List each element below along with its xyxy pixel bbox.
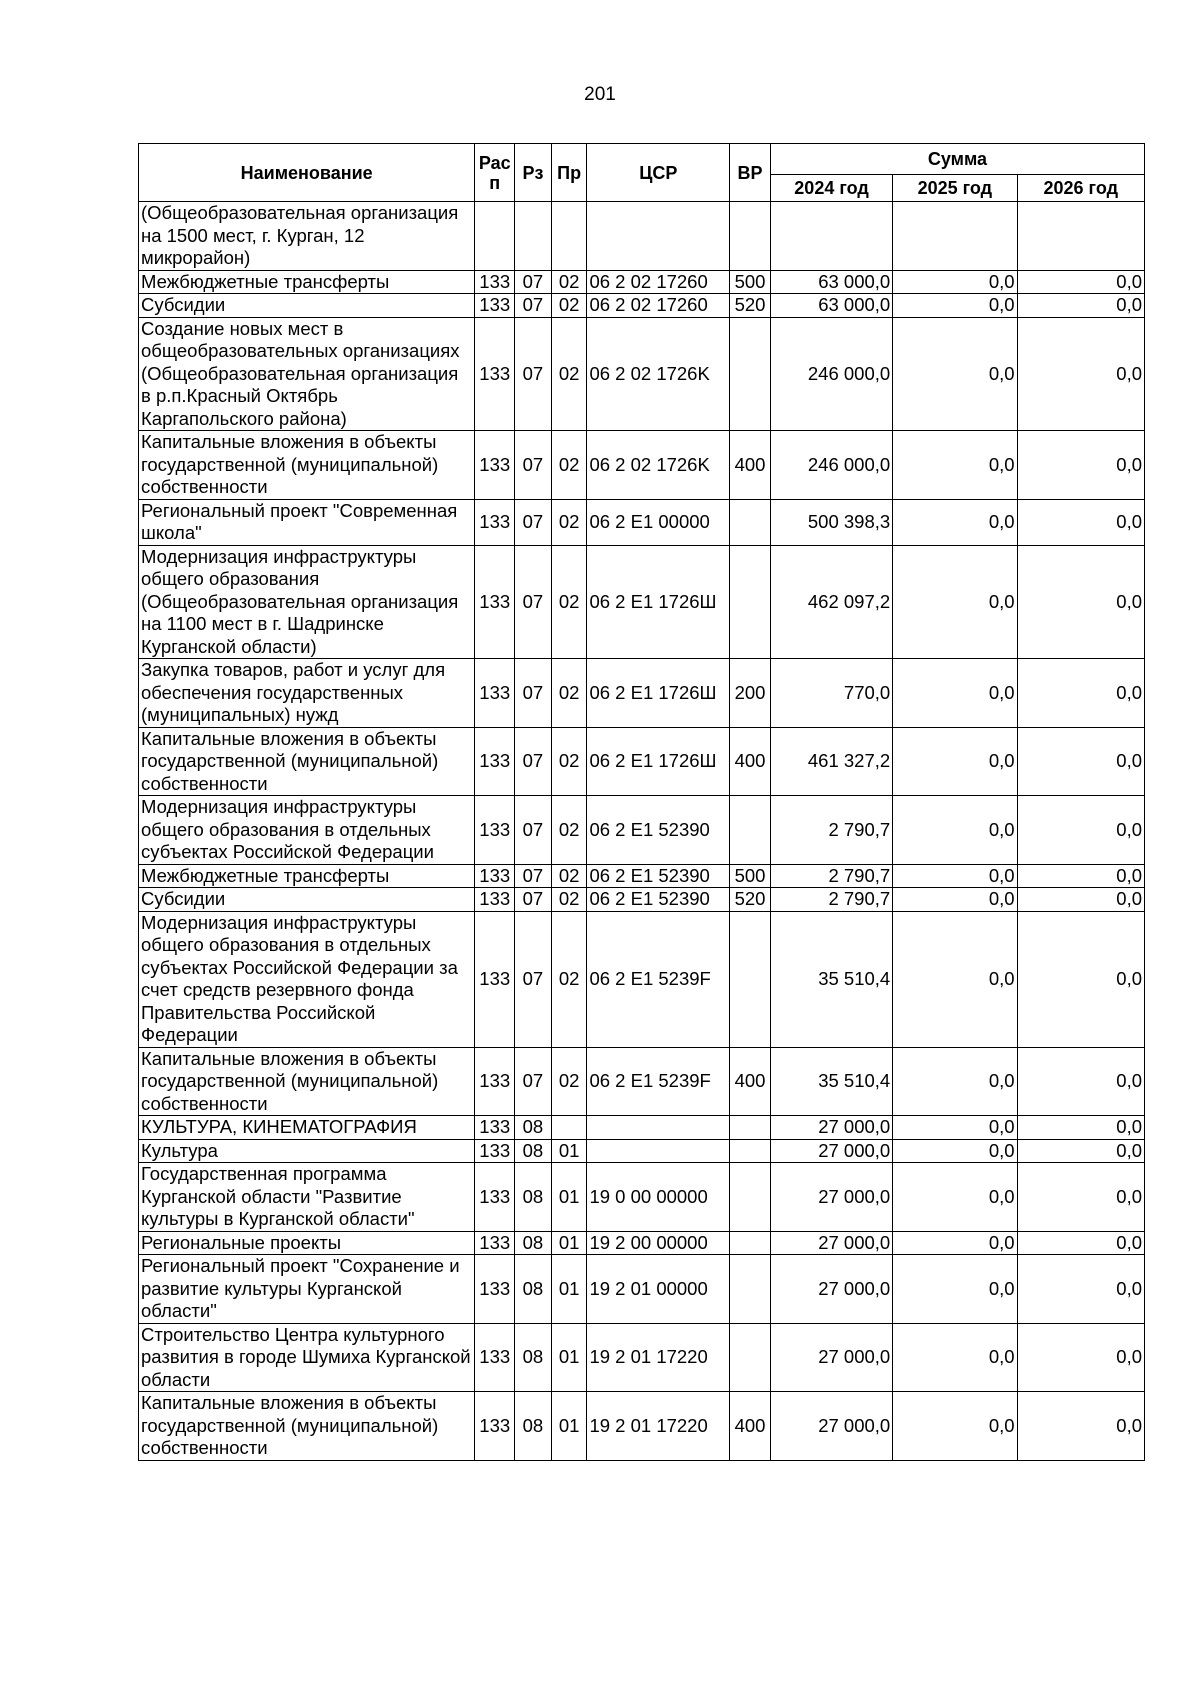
row-amount-2024: 461 327,2 (770, 727, 892, 796)
row-name: Капитальные вложения в объекты государственной (муниципальной) собственности (139, 1047, 475, 1116)
row-name: Субсидии (139, 294, 475, 318)
row-rz: 08 (515, 1255, 552, 1324)
row-vr: 200 (730, 659, 771, 728)
row-amount-2025: 0,0 (893, 545, 1017, 659)
row-csr: 19 2 01 17220 (587, 1323, 730, 1392)
row-pr: 02 (551, 1047, 587, 1116)
row-rz: 07 (515, 727, 552, 796)
row-name: Капитальные вложения в объекты государственной (муниципальной) собственности (139, 1392, 475, 1461)
row-rasp: 133 (475, 911, 515, 1047)
table-row (139, 431, 1145, 500)
row-rasp: 133 (475, 270, 515, 294)
row-csr: 06 2 02 1726K (587, 431, 730, 500)
row-amount-2024: 27 000,0 (770, 1116, 892, 1140)
row-amount-2026: 0,0 (1017, 1163, 1144, 1232)
row-amount-2025: 0,0 (893, 1231, 1017, 1255)
row-csr: 06 2 02 1726K (587, 317, 730, 431)
row-rasp: 133 (475, 1139, 515, 1163)
header-2026: 2026 год (1017, 175, 1144, 202)
row-amount-2025: 0,0 (893, 431, 1017, 500)
row-rasp: 133 (475, 1163, 515, 1232)
header-pr: Пр (551, 144, 587, 202)
row-amount-2026: 0,0 (1017, 864, 1144, 888)
row-amount-2024: 27 000,0 (770, 1255, 892, 1324)
row-name: Межбюджетные трансферты (139, 864, 475, 888)
table-row (139, 888, 1145, 912)
row-pr: 01 (551, 1231, 587, 1255)
row-amount-2025: 0,0 (893, 888, 1017, 912)
row-amount-2024: 63 000,0 (770, 270, 892, 294)
row-amount-2026: 0,0 (1017, 727, 1144, 796)
table-row (139, 727, 1145, 796)
row-amount-2025 (893, 202, 1017, 271)
row-amount-2026: 0,0 (1017, 911, 1144, 1047)
row-amount-2024: 500 398,3 (770, 499, 892, 545)
row-csr: 06 2 E1 52390 (587, 888, 730, 912)
row-amount-2024: 246 000,0 (770, 317, 892, 431)
row-vr (730, 1255, 771, 1324)
row-vr (730, 499, 771, 545)
row-pr: 02 (551, 659, 587, 728)
row-name: Модернизация инфраструктуры общего образования в отдельных субъектах Российской Федерации (139, 796, 475, 865)
row-amount-2026: 0,0 (1017, 545, 1144, 659)
row-amount-2024: 27 000,0 (770, 1163, 892, 1232)
table-row (139, 1047, 1145, 1116)
row-rz: 08 (515, 1163, 552, 1232)
row-vr: 400 (730, 1047, 771, 1116)
row-pr (551, 202, 587, 271)
row-name: Региональный проект "Сохранение и развитие культуры Курганской области" (139, 1255, 475, 1324)
row-vr (730, 1139, 771, 1163)
row-rz (515, 202, 552, 271)
row-pr: 02 (551, 270, 587, 294)
row-vr (730, 545, 771, 659)
row-pr: 02 (551, 911, 587, 1047)
row-amount-2024: 27 000,0 (770, 1231, 892, 1255)
table-row (139, 1116, 1145, 1140)
row-rz: 08 (515, 1392, 552, 1461)
row-amount-2024: 27 000,0 (770, 1392, 892, 1461)
row-pr: 01 (551, 1392, 587, 1461)
budget-table (138, 143, 1145, 1461)
row-amount-2026: 0,0 (1017, 499, 1144, 545)
row-rasp: 133 (475, 1047, 515, 1116)
row-rz: 07 (515, 796, 552, 865)
row-pr (551, 1116, 587, 1140)
row-amount-2025: 0,0 (893, 1047, 1017, 1116)
row-pr: 02 (551, 294, 587, 318)
row-csr: 19 0 00 00000 (587, 1163, 730, 1232)
table-row (139, 796, 1145, 865)
row-rz: 07 (515, 1047, 552, 1116)
row-pr: 02 (551, 431, 587, 500)
table-row (139, 545, 1145, 659)
row-amount-2026: 0,0 (1017, 1392, 1144, 1461)
row-csr: 19 2 01 00000 (587, 1255, 730, 1324)
row-vr (730, 796, 771, 865)
row-amount-2026: 0,0 (1017, 1047, 1144, 1116)
row-csr: 19 2 00 00000 (587, 1231, 730, 1255)
row-amount-2024: 246 000,0 (770, 431, 892, 500)
row-vr (730, 1163, 771, 1232)
row-amount-2025: 0,0 (893, 294, 1017, 318)
row-rz: 07 (515, 270, 552, 294)
row-name: Межбюджетные трансферты (139, 270, 475, 294)
row-vr (730, 1116, 771, 1140)
row-vr: 400 (730, 1392, 771, 1461)
row-vr: 520 (730, 888, 771, 912)
row-vr: 520 (730, 294, 771, 318)
row-vr: 500 (730, 864, 771, 888)
row-rasp: 133 (475, 864, 515, 888)
table-row (139, 202, 1145, 271)
header-rz: Рз (515, 144, 552, 202)
table-row (139, 1392, 1145, 1461)
table-row (139, 1163, 1145, 1232)
row-amount-2025: 0,0 (893, 659, 1017, 728)
row-rz: 08 (515, 1323, 552, 1392)
row-name: Региональные проекты (139, 1231, 475, 1255)
row-amount-2024: 2 790,7 (770, 888, 892, 912)
row-amount-2026: 0,0 (1017, 317, 1144, 431)
row-vr (730, 202, 771, 271)
row-amount-2024: 63 000,0 (770, 294, 892, 318)
row-name: Модернизация инфраструктуры общего образования в отдельных субъектах Российской Федерации за счет средств резервного фонда Правительства Российской Федерации (139, 911, 475, 1047)
row-rasp: 133 (475, 545, 515, 659)
row-pr: 02 (551, 499, 587, 545)
row-name: Создание новых мест в общеобразовательных организациях (Общеобразовательная организация в р.п.Красный Октябрь Каргапольского района) (139, 317, 475, 431)
row-csr: 06 2 E1 5239F (587, 1047, 730, 1116)
row-name: Субсидии (139, 888, 475, 912)
row-name: Капитальные вложения в объекты государственной (муниципальной) собственности (139, 727, 475, 796)
row-vr (730, 1231, 771, 1255)
header-2025: 2025 год (893, 175, 1017, 202)
row-amount-2025: 0,0 (893, 864, 1017, 888)
row-amount-2026: 0,0 (1017, 294, 1144, 318)
row-pr: 02 (551, 727, 587, 796)
row-vr (730, 911, 771, 1047)
row-amount-2025: 0,0 (893, 911, 1017, 1047)
row-csr: 06 2 E1 1726Ш (587, 727, 730, 796)
row-csr (587, 202, 730, 271)
row-amount-2026: 0,0 (1017, 1231, 1144, 1255)
header-name: Наименование (139, 144, 475, 202)
row-rasp: 133 (475, 1323, 515, 1392)
row-rz: 07 (515, 911, 552, 1047)
row-pr: 01 (551, 1139, 587, 1163)
row-rasp: 133 (475, 727, 515, 796)
row-amount-2024 (770, 202, 892, 271)
table-row (139, 499, 1145, 545)
row-rz: 07 (515, 659, 552, 728)
row-amount-2024: 462 097,2 (770, 545, 892, 659)
row-rasp: 133 (475, 317, 515, 431)
row-rz: 07 (515, 499, 552, 545)
row-rasp: 133 (475, 888, 515, 912)
row-amount-2025: 0,0 (893, 499, 1017, 545)
row-amount-2025: 0,0 (893, 1163, 1017, 1232)
row-name: Капитальные вложения в объекты государственной (муниципальной) собственности (139, 431, 475, 500)
header-sum: Сумма (770, 144, 1144, 175)
row-amount-2024: 2 790,7 (770, 864, 892, 888)
row-csr: 19 2 01 17220 (587, 1392, 730, 1461)
row-name: КУЛЬТУРА, КИНЕМАТОГРАФИЯ (139, 1116, 475, 1140)
row-name: Модернизация инфраструктуры общего образования (Общеобразовательная организация на 1100 мест в г. Шадринске Курганской области) (139, 545, 475, 659)
row-rasp (475, 202, 515, 271)
row-amount-2026: 0,0 (1017, 796, 1144, 865)
row-rasp: 133 (475, 1392, 515, 1461)
row-name: (Общеобразовательная организация на 1500 мест, г. Курган, 12 микрорайон) (139, 202, 475, 271)
row-rasp: 133 (475, 796, 515, 865)
row-amount-2026: 0,0 (1017, 1139, 1144, 1163)
table-row (139, 1323, 1145, 1392)
row-csr: 06 2 E1 1726Ш (587, 659, 730, 728)
table-row (139, 659, 1145, 728)
table-row (139, 1231, 1145, 1255)
row-csr: 06 2 E1 5239F (587, 911, 730, 1047)
row-name: Закупка товаров, работ и услуг для обеспечения государственных (муниципальных) нужд (139, 659, 475, 728)
row-amount-2024: 27 000,0 (770, 1323, 892, 1392)
row-rasp: 133 (475, 294, 515, 318)
row-pr: 01 (551, 1323, 587, 1392)
row-pr: 01 (551, 1255, 587, 1324)
row-rz: 07 (515, 864, 552, 888)
row-csr (587, 1116, 730, 1140)
row-csr: 06 2 E1 1726Ш (587, 545, 730, 659)
row-amount-2026: 0,0 (1017, 270, 1144, 294)
row-rz: 08 (515, 1139, 552, 1163)
row-amount-2026: 0,0 (1017, 888, 1144, 912)
row-amount-2026 (1017, 202, 1144, 271)
row-amount-2024: 27 000,0 (770, 1139, 892, 1163)
row-vr (730, 1323, 771, 1392)
row-amount-2025: 0,0 (893, 1323, 1017, 1392)
row-rasp: 133 (475, 659, 515, 728)
table-row (139, 294, 1145, 318)
row-amount-2024: 35 510,4 (770, 1047, 892, 1116)
row-name: Строительство Центра культурного развития в городе Шумиха Курганской области (139, 1323, 475, 1392)
row-rz: 08 (515, 1116, 552, 1140)
row-pr: 02 (551, 796, 587, 865)
row-csr: 06 2 02 17260 (587, 270, 730, 294)
row-amount-2025: 0,0 (893, 317, 1017, 431)
table-row (139, 1255, 1145, 1324)
header-vr: ВР (730, 144, 771, 202)
row-rasp: 133 (475, 431, 515, 500)
row-name: Государственная программа Курганской области "Развитие культуры в Курганской области" (139, 1163, 475, 1232)
table-row (139, 317, 1145, 431)
row-csr: 06 2 E1 52390 (587, 796, 730, 865)
header-csr: ЦСР (587, 144, 730, 202)
row-csr: 06 2 02 17260 (587, 294, 730, 318)
row-rasp: 133 (475, 1255, 515, 1324)
row-amount-2025: 0,0 (893, 796, 1017, 865)
row-amount-2026: 0,0 (1017, 659, 1144, 728)
row-name: Культура (139, 1139, 475, 1163)
row-amount-2025: 0,0 (893, 1255, 1017, 1324)
table-row (139, 270, 1145, 294)
row-amount-2024: 35 510,4 (770, 911, 892, 1047)
row-vr: 400 (730, 431, 771, 500)
row-amount-2025: 0,0 (893, 1116, 1017, 1140)
row-amount-2025: 0,0 (893, 270, 1017, 294)
row-vr: 500 (730, 270, 771, 294)
row-vr: 400 (730, 727, 771, 796)
row-amount-2026: 0,0 (1017, 1116, 1144, 1140)
row-vr (730, 317, 771, 431)
table-row (139, 911, 1145, 1047)
table-row (139, 864, 1145, 888)
row-rasp: 133 (475, 1116, 515, 1140)
row-pr: 02 (551, 317, 587, 431)
row-rz: 07 (515, 888, 552, 912)
row-pr: 01 (551, 1163, 587, 1232)
header-2024: 2024 год (770, 175, 892, 202)
row-pr: 02 (551, 864, 587, 888)
table-row (139, 1139, 1145, 1163)
row-name: Региональный проект "Современная школа" (139, 499, 475, 545)
row-rz: 07 (515, 545, 552, 659)
row-csr: 06 2 E1 52390 (587, 864, 730, 888)
row-amount-2025: 0,0 (893, 727, 1017, 796)
row-rasp: 133 (475, 1231, 515, 1255)
row-rasp: 133 (475, 499, 515, 545)
row-amount-2026: 0,0 (1017, 1323, 1144, 1392)
header-rasp: Рас п (475, 144, 515, 202)
row-amount-2024: 770,0 (770, 659, 892, 728)
row-amount-2024: 2 790,7 (770, 796, 892, 865)
row-amount-2026: 0,0 (1017, 1255, 1144, 1324)
row-amount-2025: 0,0 (893, 1139, 1017, 1163)
row-rz: 07 (515, 317, 552, 431)
page-number: 201 (584, 84, 616, 105)
row-amount-2025: 0,0 (893, 1392, 1017, 1461)
row-amount-2026: 0,0 (1017, 431, 1144, 500)
row-rz: 08 (515, 1231, 552, 1255)
row-rz: 07 (515, 294, 552, 318)
table-body (139, 202, 1145, 1461)
row-csr: 06 2 E1 00000 (587, 499, 730, 545)
row-csr (587, 1139, 730, 1163)
row-rz: 07 (515, 431, 552, 500)
row-pr: 02 (551, 888, 587, 912)
row-pr: 02 (551, 545, 587, 659)
